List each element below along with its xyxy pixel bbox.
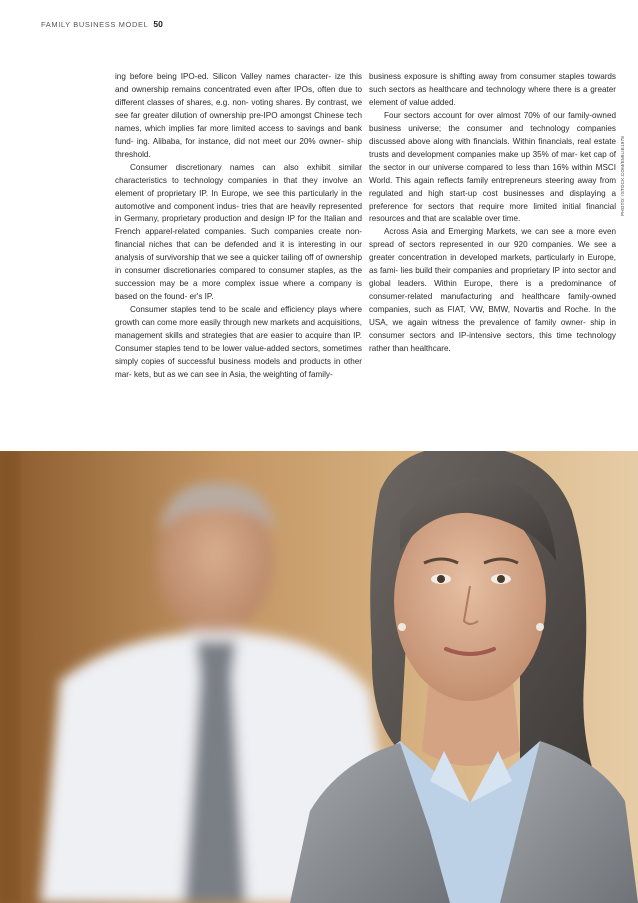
stock-photo-illustration: [0, 451, 638, 903]
running-header: [41, 19, 163, 29]
page-number: 50: [153, 19, 163, 29]
section-title: FAMILY BUSINESS MODEL: [41, 20, 149, 29]
photo-credit: PHOTO: ISTOCK.COM/EMILIE1978: [620, 136, 625, 216]
right-paragraph-3: Across Asia and Emerging Markets, we can see a more even spread of sectors represented in our 920 companies. We see a greater concentration in developed markets, particularly in Europe, as fami- lies build their companies and proprietary IP into sector and global leaders. Within Europe, there is a predominance of consumer-related manufacturing and healthcare family-owned companies, such as FIAT, VW, BMW, Novartis and Roche. In the USA, we again witness the prevalence of family owner- ship in consumer sectors and IP-intensive sectors, this time technology rather than healthcare.: [369, 227, 616, 354]
right-paragraph-2: Four sectors account for over almost 70% of our family-owned business universe; the consumer and technology companies discussed above along with financials. Within financials, real estate trusts and development companies make up 35% of mar- ket cap of the sector in our universe compared to less than 16% within MSCI World. This again reflects family entrepreneurs steering away from regulated and high start-up cost businesses and displaying a preference for sectors that require more limited initial financial resources and that are scalable over time.: [369, 110, 616, 224]
left-paragraph-1: ing before being IPO-ed. Silicon Valley names character- ize this and ownership remains concentrated even after IPOs, often due to different classes of shares, e.g. non- voting shares. By contrast, we see far greater dilution of ownership pre-IPO amongst Chinese tech names, which implies far more limited access to savings and bank fund- ing. Alibaba, for instance, did not meet our 20% owner- ship threshold.: [115, 72, 362, 159]
left-paragraph-3: Consumer staples tend to be scale and efficiency plays where growth can come more easily through new markets and acquisitions, management skills and strategies that are easier to acquire than IP. Consumer staples tend to be lower value-added sectors, sometimes simply copies of successful business models and products in other mar- kets, but as we can see in Asia, the weighting of family-: [115, 305, 362, 379]
right-paragraph-1: business exposure is shifting away from consumer staples towards such sectors as healthcare and technology where there is a greater element of value added.: [369, 72, 616, 107]
right-column: [369, 71, 616, 356]
left-paragraph-2: Consumer discretionary names can also exhibit similar characteristics to technology companies in that they involve an element of proprietary IP. In Europe, we see this particularly in the automotive and component indus- tries that are heavily represented in Germany, proprietary production and design IP for the Italian and French apparel-related companies. Such companies create non- financial niches that can be defended and it is interesting in our analysis of survivorship that we see a quicker tailing off of ownership in consumer discretionaries compared to consumer staples, as the succession may be a more complex issue where a company is based on the found- er's IP.: [115, 162, 362, 302]
left-column: [115, 71, 362, 382]
stock-photo: [0, 451, 638, 903]
